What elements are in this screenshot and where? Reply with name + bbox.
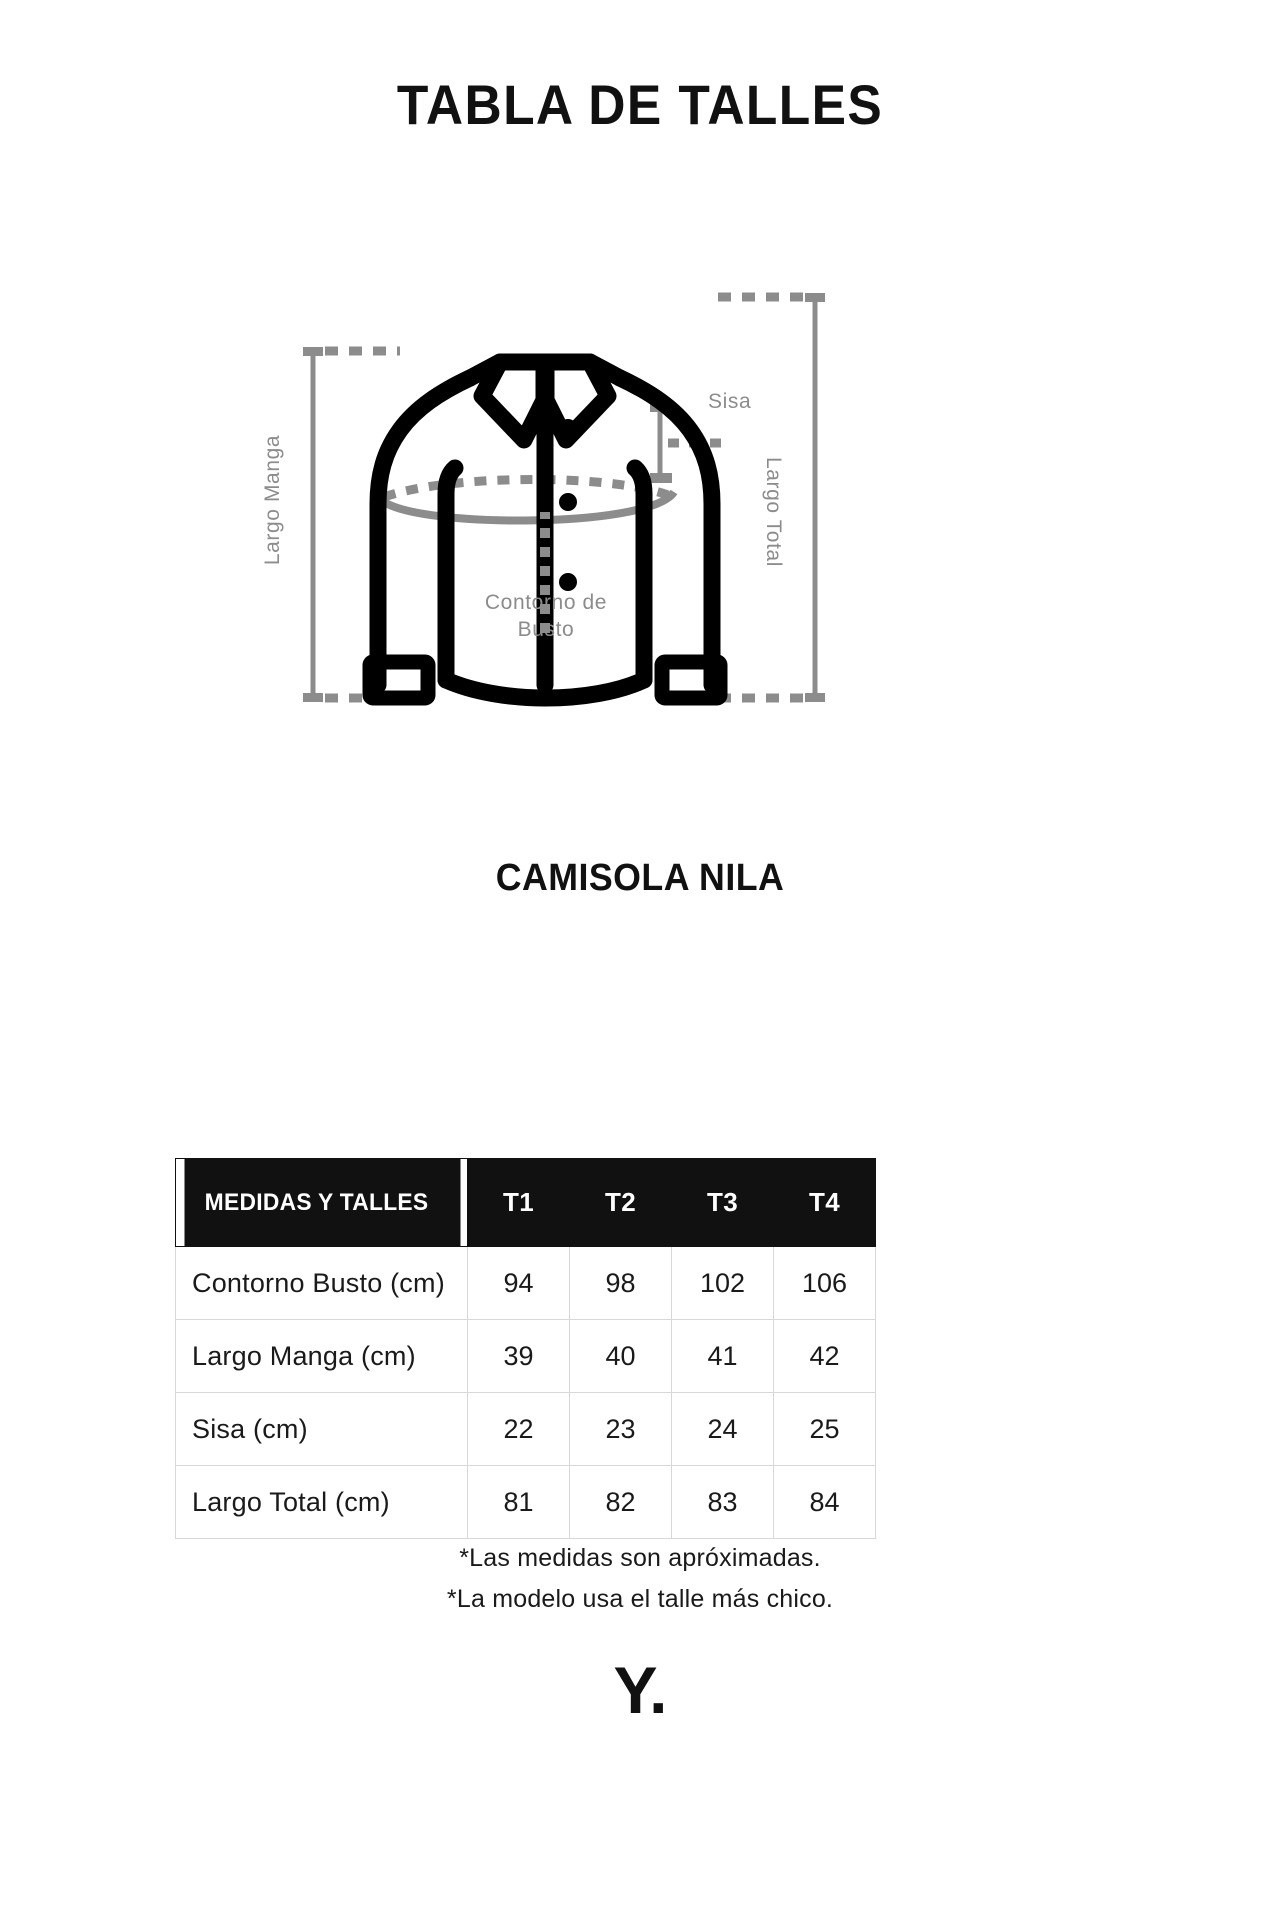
size-table-head	[176, 1159, 876, 1247]
button-2	[559, 493, 577, 511]
shirt-illustration	[250, 280, 1040, 720]
row-label-largo-total: Largo Total (cm)	[176, 1466, 468, 1539]
row-label-sisa: Sisa (cm)	[176, 1393, 468, 1466]
largo-manga-cap-top	[303, 347, 323, 356]
label-largo-total: Largo Total	[762, 456, 786, 568]
page-title: TABLA DE TALLES	[396, 73, 884, 136]
busto-solid-arc	[380, 492, 674, 521]
label-contorno-busto	[446, 590, 646, 644]
cell-largo-manga-t1: 39	[468, 1320, 570, 1393]
footnotes	[0, 1538, 1280, 1619]
largo-total-cap-top	[805, 293, 825, 302]
cell-contorno-busto-t1: 94	[468, 1247, 570, 1320]
cell-largo-manga-t3: 41	[672, 1320, 774, 1393]
busto-dashed-arc	[384, 479, 668, 497]
row-label-largo-manga: Largo Manga (cm)	[176, 1320, 468, 1393]
cell-contorno-busto-t3: 102	[672, 1247, 774, 1320]
header-measures: MEDIDAS Y TALLES	[183, 1159, 460, 1247]
button-1	[559, 419, 577, 437]
header-t4: T4	[774, 1159, 876, 1247]
cell-sisa-t2: 23	[570, 1393, 672, 1466]
largo-total-cap-bottom	[805, 693, 825, 702]
collar-left	[482, 362, 544, 440]
cell-largo-total-t2: 82	[570, 1466, 672, 1539]
footnote-1: *Las medidas son apróximadas.	[459, 1544, 821, 1572]
table-row	[176, 1320, 876, 1393]
header-t1: T1	[468, 1159, 570, 1247]
cell-sisa-t1: 22	[468, 1393, 570, 1466]
cell-largo-manga-t2: 40	[570, 1320, 672, 1393]
largo-manga-cap-bottom	[303, 693, 323, 702]
cell-contorno-busto-t4: 106	[774, 1247, 876, 1320]
size-table	[175, 1158, 876, 1539]
cell-largo-total-t3: 83	[672, 1466, 774, 1539]
header-t3: T3	[672, 1159, 774, 1247]
cell-largo-total-t1: 81	[468, 1466, 570, 1539]
cell-sisa-t3: 24	[672, 1393, 774, 1466]
cell-largo-manga-t4: 42	[774, 1320, 876, 1393]
table-header-row	[176, 1159, 876, 1247]
label-sisa: Sisa	[708, 390, 752, 413]
collar-right	[546, 362, 608, 440]
size-table-body	[176, 1247, 876, 1539]
cell-contorno-busto-t2: 98	[570, 1247, 672, 1320]
table-row	[176, 1466, 876, 1539]
garment-diagram	[250, 280, 1040, 720]
sisa-cap-bottom	[650, 473, 672, 483]
table-row	[176, 1247, 876, 1320]
label-contorno-busto-line1: Contorno de	[484, 591, 608, 614]
row-label-contorno-busto: Contorno Busto (cm)	[176, 1247, 468, 1320]
button-3	[559, 573, 577, 591]
footnote-2: *La modelo usa el talle más chico.	[446, 1584, 834, 1613]
left-side-seam	[446, 468, 455, 680]
label-largo-manga: Largo Manga	[261, 434, 285, 566]
brand-logo: Y.	[613, 1653, 667, 1727]
cell-sisa-t4: 25	[774, 1393, 876, 1466]
product-name: CAMISOLA NILA	[495, 857, 785, 899]
cell-largo-total-t4: 84	[774, 1466, 876, 1539]
right-side-seam	[635, 468, 644, 680]
label-contorno-busto-line2: Busto	[517, 617, 575, 641]
header-t2: T2	[570, 1159, 672, 1247]
table-row	[176, 1393, 876, 1466]
